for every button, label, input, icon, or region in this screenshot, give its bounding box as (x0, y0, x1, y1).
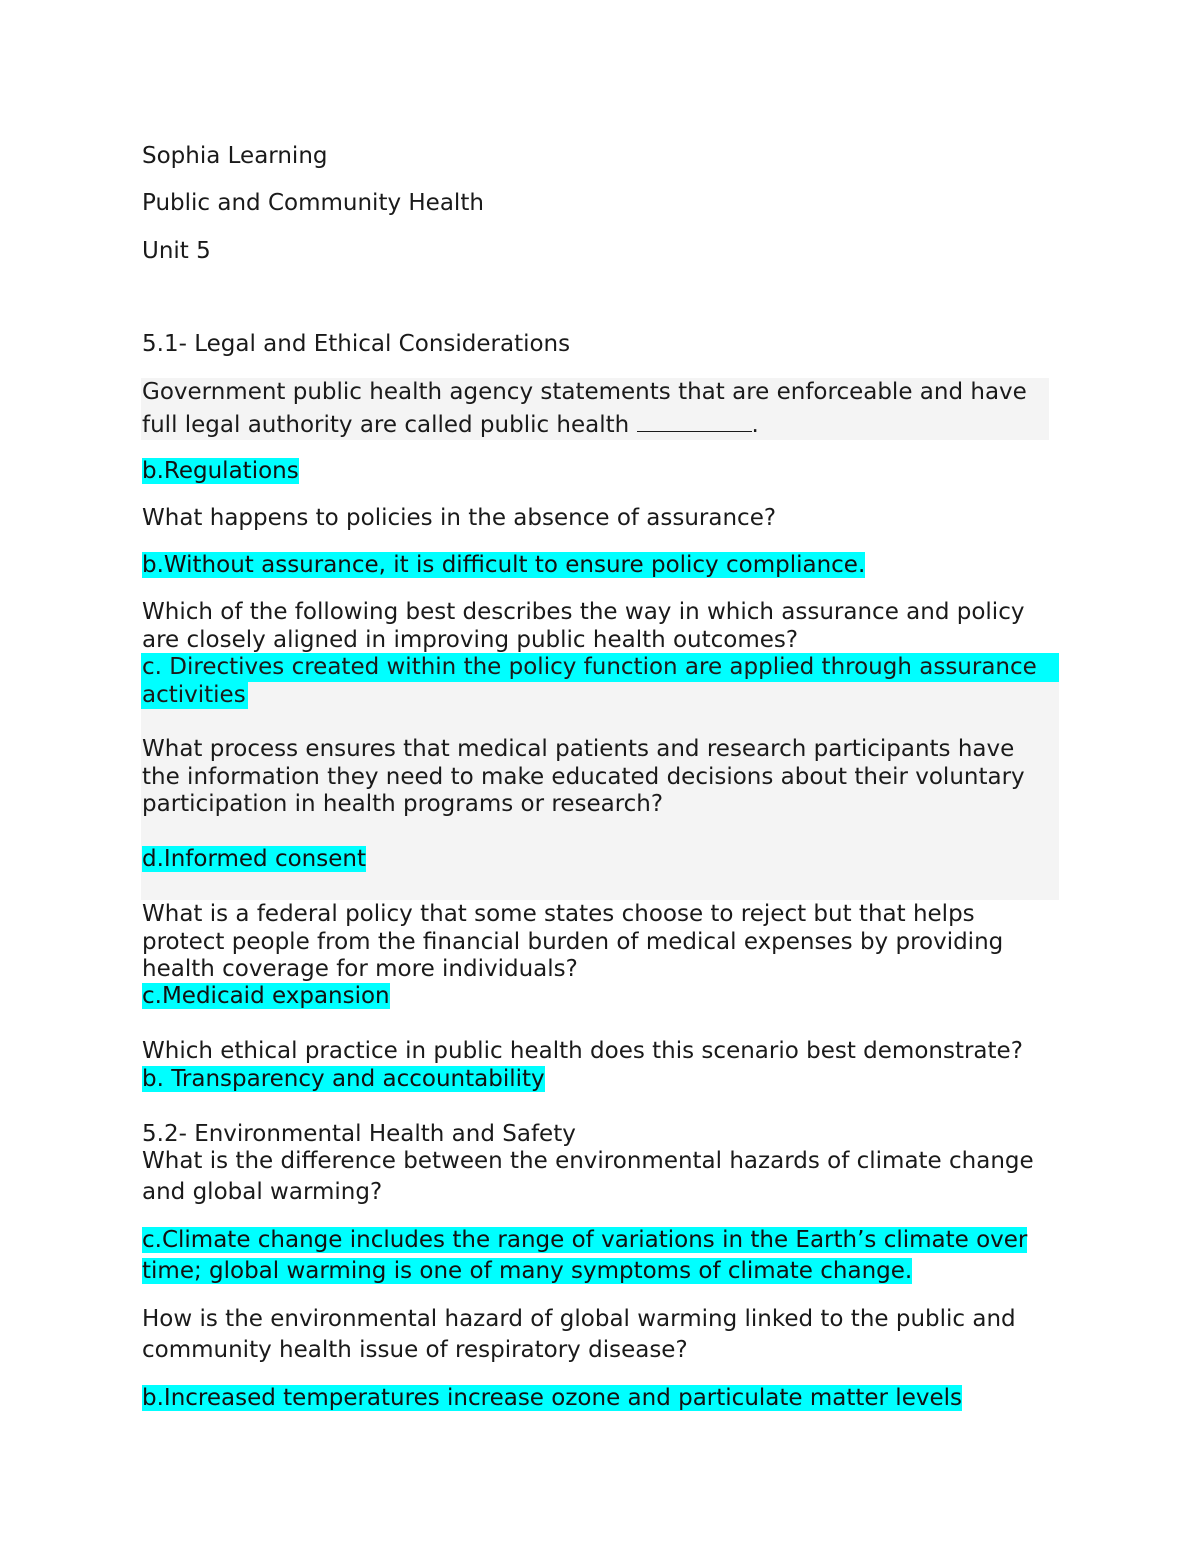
answer-text (142, 1257, 912, 1285)
answer-text (142, 982, 390, 1010)
answer-highlight-text: b.Regulations (142, 458, 299, 484)
question-text: and global warming? (142, 1179, 383, 1205)
question-text: What happens to policies in the absence of assurance? (142, 505, 777, 531)
question-text: health coverage for more individuals? (142, 956, 578, 982)
question-text (142, 409, 759, 439)
question-text: community health issue of respiratory disease? (142, 1337, 688, 1363)
answer-text (142, 457, 299, 485)
answer-highlight-text: c.Medicaid expansion (142, 983, 390, 1009)
question-text: Which of the following best describes the way in which assurance and policy (142, 599, 1025, 625)
org-name: Sophia Learning (142, 143, 328, 169)
question-text: What is a federal policy that some states choose to reject but that helps (142, 901, 975, 927)
unit-label: Unit 5 (142, 238, 211, 264)
answer-highlight-text: b.Increased temperatures increase ozone and particulate matter levels (142, 1385, 962, 1411)
answer-text: activities (142, 682, 246, 708)
answer-highlight-text: time; global warming is one of many symptoms of climate change. (142, 1258, 913, 1284)
question-text: How is the environmental hazard of global warming linked to the public and (142, 1306, 1016, 1332)
answer-highlight-text: c.Climate change includes the range of variations in the Earth’s climate over (142, 1227, 1028, 1253)
answer-text (142, 1065, 545, 1093)
question-text: participation in health programs or research? (142, 791, 664, 817)
section-heading: 5.1- Legal and Ethical Considerations (142, 331, 571, 357)
answer-text (142, 1226, 1027, 1254)
question-text: protect people from the financial burden of medical expenses by providing (142, 929, 1004, 955)
question-text-part: full legal authority are called public health (142, 412, 637, 438)
question-text: are closely aligned in improving public health outcomes? (142, 627, 799, 653)
fill-in-blank (637, 409, 752, 432)
answer-highlight-text: b.Without assurance, it is difficult to ensure policy compliance. (142, 552, 866, 578)
question-text: What process ensures that medical patients and research participants have (142, 736, 1015, 762)
answer-highlight-text: b. Transparency and accountability (142, 1066, 545, 1092)
answer-text (142, 551, 865, 579)
section-heading: 5.2- Environmental Health and Safety (142, 1121, 576, 1147)
question-text: Government public health agency statements that are enforceable and have (142, 379, 1027, 405)
question-text: the information they need to make educated decisions about their voluntary (142, 764, 1025, 790)
answer-text (142, 1384, 962, 1412)
question-text: What is the difference between the environmental hazards of climate change (142, 1148, 1034, 1174)
question-text: Which ethical practice in public health does this scenario best demonstrate? (142, 1038, 1023, 1064)
answer-text (142, 845, 366, 873)
answer-text: c. Directives created within the policy function are applied through assurance (142, 654, 1037, 680)
question-text-part: . (751, 412, 759, 438)
course-title: Public and Community Health (142, 190, 484, 216)
answer-highlight-text: d.Informed consent (142, 846, 366, 872)
